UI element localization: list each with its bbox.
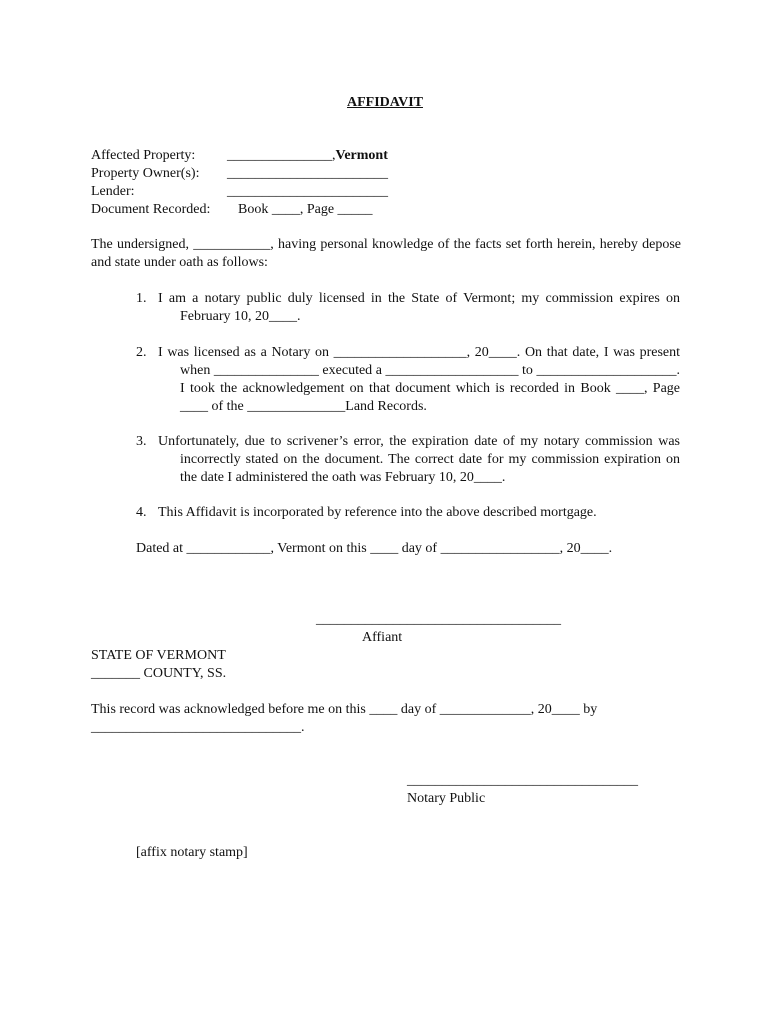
document-recorded-label: Document Recorded:: [91, 202, 211, 217]
intro-paragraph: The undersigned, ___________, having personal knowledge of the facts set forth herein, hereby depose and state under oath as follows:: [91, 237, 681, 270]
affected-property-field: [227, 147, 388, 165]
item-text-1: I am a notary public duly licensed in the State of Vermont; my commission expires on February 10, 20____.: [158, 291, 680, 324]
state-heading: STATE OF VERMONT: [91, 648, 226, 663]
dated-line: Dated at ____________, Vermont on this ____ day of _________________, 20____.: [136, 541, 613, 556]
lender-value: _______________________: [227, 184, 388, 199]
affiant-signature-line: ___________________________________: [316, 612, 561, 627]
item-number: 4.: [136, 505, 147, 520]
item-text: [158, 433, 680, 487]
item-text: [158, 344, 680, 416]
item-number: 2.: [136, 345, 147, 360]
affected-property-state: Vermont: [335, 148, 388, 163]
document-title: AFFIDAVIT: [347, 95, 423, 110]
item-text-4: This Affidavit is incorporated by reference into the above described mortgage.: [158, 505, 597, 520]
acknowledgement-paragraph: This record was acknowledged before me on this ____ day of _____________, 20____ by ______________________________.: [91, 702, 598, 735]
affected-property-label: Affected Property:: [91, 148, 196, 163]
notary-stamp-placeholder: [affix notary stamp]: [136, 845, 248, 860]
item-number: 1.: [136, 291, 147, 306]
county-line: _______ COUNTY, SS.: [91, 666, 227, 681]
item-number: 3.: [136, 434, 147, 449]
notary-signature-line: _________________________________: [407, 773, 638, 788]
item-text: [158, 290, 680, 326]
affiant-label: Affiant: [362, 630, 403, 645]
item-text-3: Unfortunately, due to scrivener’s error, the expiration date of my notary commission was incorrectly stated on the document. The correct date for my commission expiration on the date I administered the oath was February 10, 20____.: [158, 434, 680, 485]
document-recorded-value: Book ____, Page _____: [238, 202, 373, 217]
affected-property-value: _______________,: [227, 148, 336, 163]
property-owners-value: _______________________: [227, 166, 388, 181]
notary-public-label: Notary Public: [407, 791, 486, 806]
property-owners-label: Property Owner(s):: [91, 166, 200, 181]
item-text-2: I was licensed as a Notary on ___________________, 20____. On that date, I was present when _______________ executed a ___________________ to ____________________. I took the acknowledgement on that document which is recorded in Book ____, Page ____ of the ______________Land Records.: [158, 345, 680, 414]
lender-label: Lender:: [91, 184, 135, 199]
